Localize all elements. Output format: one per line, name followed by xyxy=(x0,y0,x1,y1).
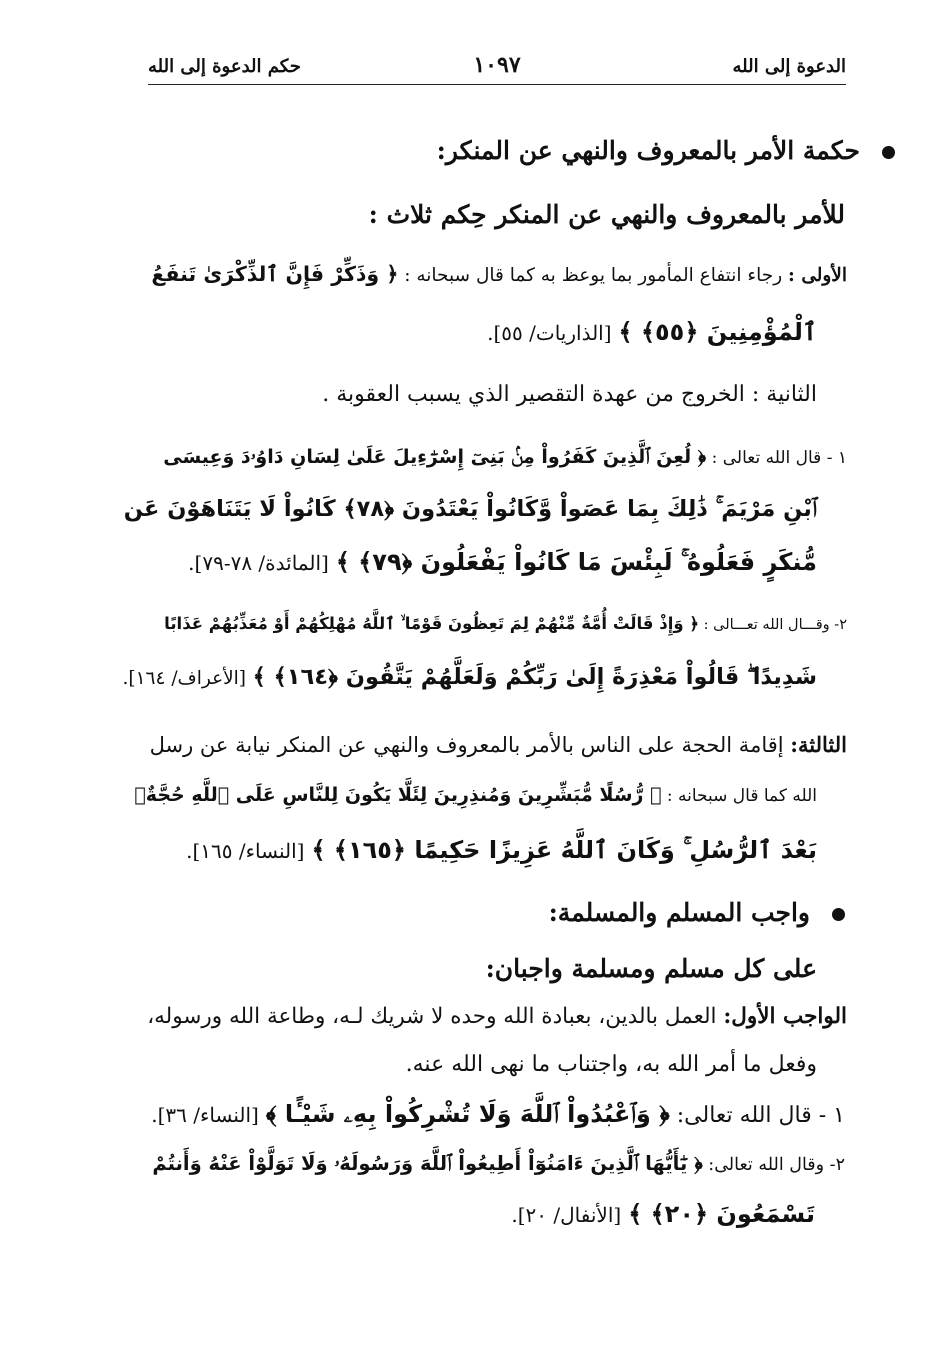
item2-verse-a: ﴿ وَإِذْ قَالَتْ أُمَّةٌ مِّنْهُمْ لِمَ تَعِظُونَ قَوْمًا ۙ ٱللَّهُ مُهْلِكُهُمْ أَوْ مُعَذِّبُهُمْ عَذَابًا xyxy=(164,614,700,633)
item2-line1 xyxy=(147,614,847,634)
bullet-icon xyxy=(832,908,845,921)
third-wisdom-line3 xyxy=(117,836,817,864)
third-wisdom-label: الثالثة: xyxy=(790,732,847,757)
section1-heading xyxy=(195,136,895,165)
first-wisdom-ref: [الذاريات/ ٥٥]. xyxy=(487,321,612,345)
duty1-item1-intro: ١ - قال الله تعالى: xyxy=(676,1103,845,1128)
duty1-text-a: العمل بالدين، بعبادة الله وحده لا شريك لـه، وطاعة الله ورسوله، xyxy=(147,1004,717,1029)
second-wisdom: الثانية : الخروج من عهدة التقصير الذي يسبب العقوبة . xyxy=(322,382,817,407)
item1-intro: ١ - قال الله تعالى : xyxy=(711,448,847,468)
section1-subheading: للأمر بالمعروف والنهي عن المنكر حِكم ثلاث : xyxy=(368,200,845,229)
duty1-item1 xyxy=(145,1100,845,1128)
bullet-icon xyxy=(882,146,895,159)
item1-line1 xyxy=(147,446,847,468)
third-wisdom-ref: [النساء/ ١٦٥]. xyxy=(186,839,305,863)
item1-ref: [المائدة/ ٧٨-٧٩]. xyxy=(188,551,329,575)
header-rule xyxy=(148,84,846,85)
first-wisdom-line2 xyxy=(117,318,817,346)
header-book-title: الدعوة إلى الله xyxy=(732,56,846,77)
third-wisdom-line1 xyxy=(147,732,847,757)
duty1-item2-verse-b: تَسْمَعُونَ ﴿٢٠﴾ ﴾ xyxy=(628,1200,815,1228)
item1-verse-a: ﴿ لُعِنَ ٱلَّذِينَ كَفَرُواْ مِنۢ بَنِىٓ إِسْرَٰٓءِيلَ عَلَىٰ لِسَانِ دَاوُۥدَ وَعِيسَى xyxy=(163,446,707,468)
first-wisdom-label: الأولى : xyxy=(788,265,847,286)
item2-intro: ٢- وقـــال الله تعـــالى : xyxy=(703,617,847,633)
first-wisdom-text: رجاء انتفاع المأمور بما يوعظ به كما قال سبحانه : xyxy=(404,265,783,286)
item1-verse-b: ٱبْنِ مَرْيَمَ ۚ ذَٰلِكَ بِمَا عَصَواْ وَّكَانُواْ يَعْتَدُونَ ﴿٧٨﴾ كَانُواْ لَا يَتَنَاهَوْنَ عَن xyxy=(123,496,817,522)
duty1-item1-ref: [النساء/ ٣٦]. xyxy=(151,1103,259,1127)
section2-heading-text: واجب المسلم والمسلمة: xyxy=(548,898,810,927)
third-wisdom-text-a: إقامة الحجة على الناس بالأمر بالمعروف والنهي عن المنكر نيابة عن رسل xyxy=(149,733,784,757)
third-wisdom-line2 xyxy=(117,784,817,806)
duty1-item2-ref: [الأنفال/ ٢٠]. xyxy=(511,1203,622,1227)
item2-line2 xyxy=(117,664,817,690)
duty1-item2-verse-a: ﴿ يَٰٓأَيُّهَا ٱلَّذِينَ ءَامَنُوٓاْ أَطِيعُواْ ٱللَّهَ وَرَسُولَهُۥ وَلَا تَوَلَّوْاْ عَنْهُ وَأَنتُمْ xyxy=(152,1152,703,1175)
duty1-line2: وفعل ما أمر الله به، واجتناب ما نهى الله عنه. xyxy=(405,1052,817,1077)
section1-heading-text: حكمة الأمر بالمعروف والنهي عن المنكر: xyxy=(436,136,860,165)
header-chapter-title: حكم الدعوة إلى الله xyxy=(148,56,301,77)
section2-heading xyxy=(145,898,845,927)
item2-ref: [الأعراف/ ١٦٤]. xyxy=(122,668,247,689)
duty1-label: الواجب الأول: xyxy=(723,1004,847,1029)
duty1-item2-intro: ٢- وقال الله تعالى: xyxy=(708,1155,845,1175)
section2-subheading: على كل مسلم ومسلمة واجبان: xyxy=(485,954,817,983)
duty1-item1-verse: ﴿ وَٱعْبُدُواْ ٱللَّهَ وَلَا تُشْرِكُواْ بِهِۦ شَيْـًٔا ﴾ xyxy=(265,1100,670,1128)
item1-line3 xyxy=(117,548,817,576)
third-wisdom-text-b: الله كما قال سبحانه : xyxy=(666,786,817,806)
duty1-item2-line1 xyxy=(145,1152,845,1175)
page-header xyxy=(148,52,846,82)
first-wisdom-verse-b: ٱلْمُؤْمِنِينَ ﴿٥٥﴾ ﴾ xyxy=(618,318,817,346)
page-number: ١٠٩٧ xyxy=(473,52,521,78)
duty1-item2-line2 xyxy=(115,1200,815,1228)
item1-verse-c: مُّنكَرٍ فَعَلُوهُ ۚ لَبِئْسَ مَا كَانُواْ يَفْعَلُونَ ﴿٧٩﴾ ﴾ xyxy=(335,548,817,576)
third-wisdom-verse-b: بَعْدَ ٱلرُّسُلِ ۚ وَكَانَ ٱللَّهُ عَزِيزًا حَكِيمًا ﴿١٦٥﴾ ﴾ xyxy=(311,836,817,864)
item1-line2 xyxy=(117,496,817,522)
duty1-line1 xyxy=(147,1004,847,1029)
first-wisdom-verse-a: ﴿ وَذَكِّرْ فَإِنَّ ٱلذِّكْرَىٰ تَنفَعُ xyxy=(151,262,399,286)
third-wisdom-verse-a: ﴿ رُّسُلًا مُّبَشِّرِينَ وَمُنذِرِينَ لِئَلَّا يَكُونَ لِلنَّاسِ عَلَى ٱللَّهِ حُجَّةٌۢ xyxy=(134,784,662,806)
item2-verse-b: شَدِيدًا ۖ قَالُواْ مَعْذِرَةً إِلَىٰ رَبِّكُمْ وَلَعَلَّهُمْ يَتَّقُونَ ﴿١٦٤﴾ ﴾ xyxy=(252,664,817,690)
first-wisdom-line1 xyxy=(147,262,847,286)
